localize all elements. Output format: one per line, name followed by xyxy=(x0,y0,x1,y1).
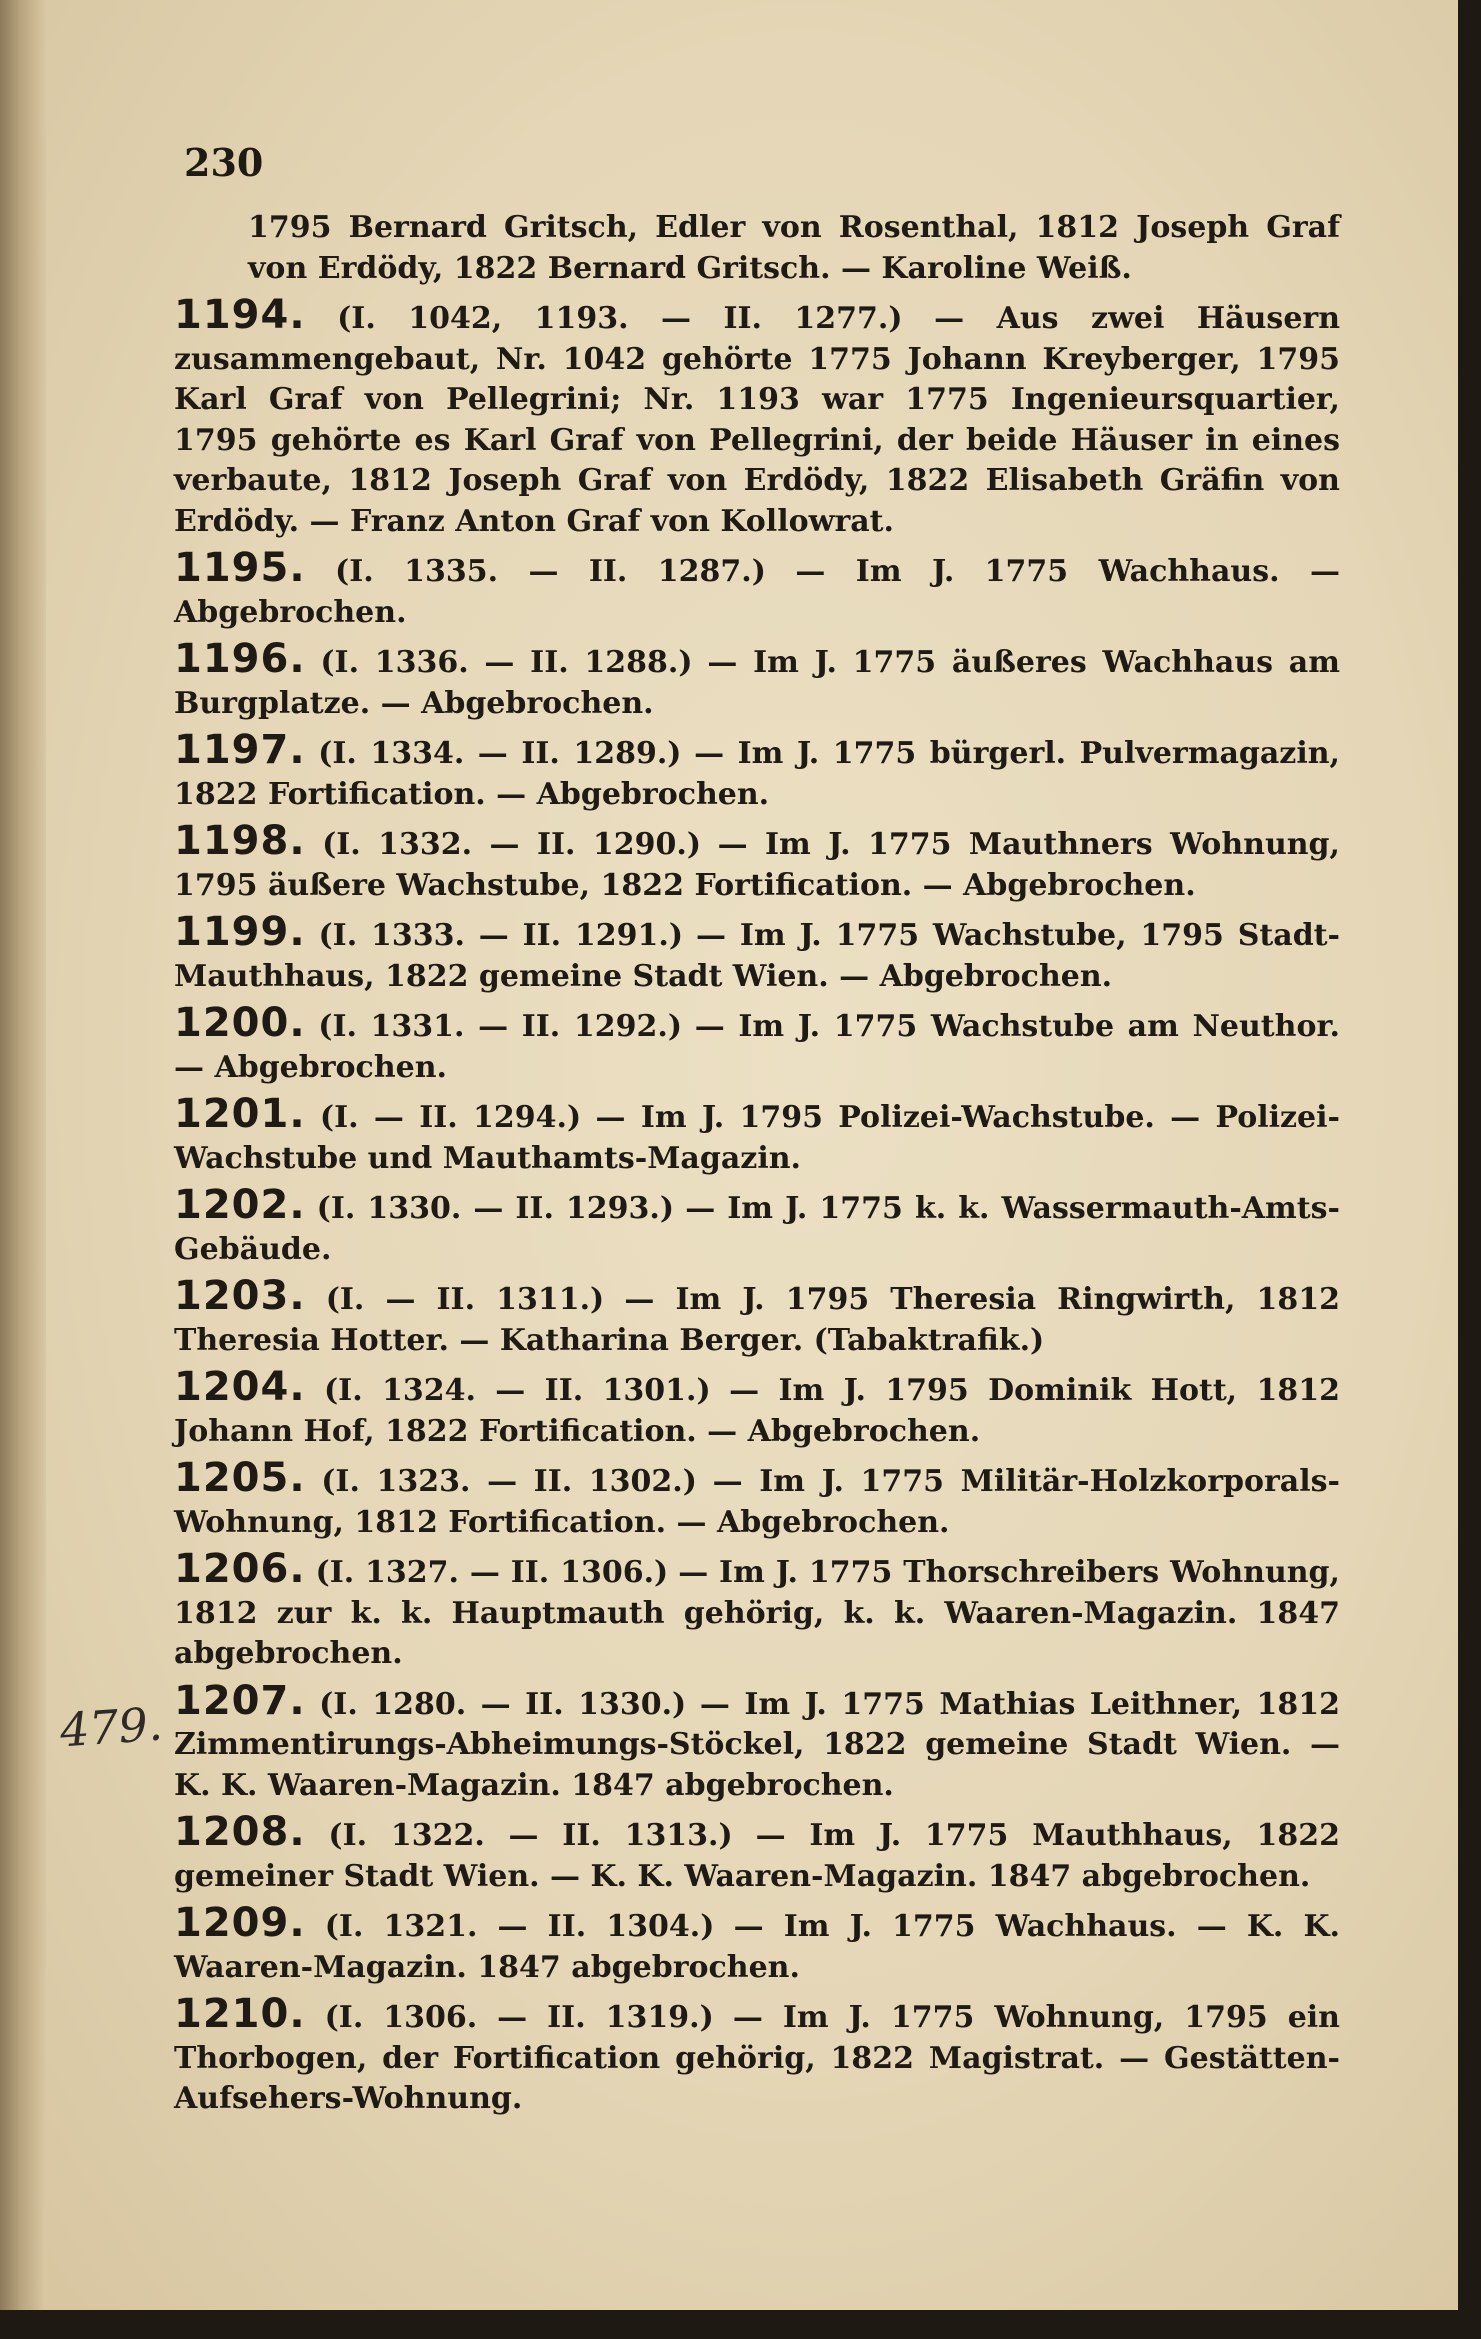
entry-continuation: 1795 Bernard Gritsch, Edler von Rosenthal, 1812 Joseph Graf von Erdödy, 1822 Bernard Gritsch. — Karoline Weiß. xyxy=(248,210,1340,286)
entry-reference: (I. 1331. — II. 1292.) xyxy=(318,1009,683,1044)
entry-text: — Im J. 1775 äußeres Wachhaus am Burgplatze. — Abgebrochen. xyxy=(174,645,1340,721)
entry-number: 1201. xyxy=(174,1091,306,1137)
entry-reference: (I. 1332. — II. 1290.) xyxy=(322,827,702,862)
entry xyxy=(174,1000,1340,1088)
entry xyxy=(174,636,1340,724)
entry-number: 1209. xyxy=(174,1900,306,1946)
page-gutter xyxy=(0,0,46,2339)
entry-text: — Im J. 1795 Theresia Ringwirth, 1812 Theresia Hotter. — Katharina Berger. (Tabaktrafik.) xyxy=(174,1282,1340,1358)
entry xyxy=(174,727,1340,815)
entry-number: 1199. xyxy=(174,909,306,955)
entry-text: — Im J. 1775 Mathias Leithner, 1812 Zimmentirungs-Abheimungs-Stöckel, 1822 gemeine Stadt Wien. — K. K. Waaren-Magazin. 1847 abgebrochen. xyxy=(174,1686,1341,1803)
entry-reference: (I. 1330. — II. 1293.) xyxy=(316,1191,675,1226)
entry-reference: (I. 1321. — II. 1304.) xyxy=(324,1909,715,1944)
entry xyxy=(174,1809,1340,1897)
entry-reference: (I. 1323. — II. 1302.) xyxy=(321,1464,697,1499)
entry-text: — Im J. 1795 Polizei-Wachstube. — Polizei-Wachstube und Mauthamts-Magazin. xyxy=(174,1100,1340,1176)
page-number: 230 xyxy=(184,140,264,185)
entry-reference: (I. 1322. — II. 1313.) xyxy=(328,1818,733,1853)
entry-reference: (I. 1042, 1193. — II. 1277.) xyxy=(337,301,903,336)
entry-text: — Im J. 1775 Wachhaus. — Abgebrochen. xyxy=(174,554,1340,630)
entry-number: 1204. xyxy=(174,1364,306,1410)
entry-reference: (I. 1324. — II. 1301.) xyxy=(323,1373,711,1408)
entry-reference: (I. 1336. — II. 1288.) xyxy=(320,645,693,680)
handwritten-note: 479. xyxy=(58,1696,165,1758)
entry xyxy=(174,1182,1340,1270)
entry xyxy=(174,909,1340,997)
page-edge xyxy=(1458,0,1481,2339)
entry-number: 1202. xyxy=(174,1182,306,1228)
entry-number: 1198. xyxy=(174,818,306,864)
entry-number: 1205. xyxy=(174,1455,306,1501)
entry-list xyxy=(174,292,1341,2120)
entry-reference: (I. 1327. — II. 1306.) xyxy=(315,1555,669,1590)
entry-number: 1195. xyxy=(174,545,306,591)
entry-reference: (I. — II. 1294.) xyxy=(319,1100,582,1135)
entry-number: 1210. xyxy=(174,1991,306,2037)
entry-reference: (I. 1333. — II. 1291.) xyxy=(318,918,684,953)
entry xyxy=(174,1677,1341,1807)
entry-number: 1194. xyxy=(174,292,306,338)
entry-text: — Im J. 1775 bürgerl. Pulvermagazin, 1822 Fortification. — Abgebrochen. xyxy=(174,736,1340,812)
entry-number: 1206. xyxy=(174,1546,306,1592)
entry-text: — Im J. 1775 Thorschreibers Wohnung, 1812 zur k. k. Hauptmauth gehörig, k. k. Waaren-Magazin. 1847 abgebrochen. xyxy=(174,1555,1340,1671)
entry-number: 1208. xyxy=(174,1809,306,1855)
entry-text: — Im J. 1775 Militär-Holzkorporals-Wohnung, 1812 Fortification. — Abgebrochen. xyxy=(174,1464,1340,1540)
entry-number: 1203. xyxy=(174,1273,306,1319)
entry-number: 1196. xyxy=(174,636,306,682)
entry xyxy=(174,545,1340,633)
entry-text: — Im J. 1775 Wachstube am Neuthor. — Abgebrochen. xyxy=(174,1009,1340,1085)
entry xyxy=(174,1273,1340,1361)
entry-text: — Im J. 1775 k. k. Wassermauth-Amts-Gebäude. xyxy=(174,1191,1340,1267)
entry xyxy=(174,1364,1340,1452)
entry-number: 1200. xyxy=(174,1000,306,1046)
entry-text: — Im J. 1795 Dominik Hott, 1812 Johann Hof, 1822 Fortification. — Abgebrochen. xyxy=(174,1373,1340,1449)
entry-reference: (I. 1334. — II. 1289.) xyxy=(318,736,682,771)
entry xyxy=(174,1991,1340,2120)
entry xyxy=(174,1546,1340,1675)
entry-text: — Im J. 1775 Wohnung, 1795 ein Thorbogen, der Fortification gehörig, 1822 Magistrat. — Gestätten-Aufsehers-Wohnung. xyxy=(174,2000,1340,2116)
entry xyxy=(174,1455,1340,1543)
entry-reference: (I. — II. 1311.) xyxy=(325,1282,605,1317)
entry xyxy=(174,292,1341,542)
entry-text: — Aus zwei Häusern zusammengebaut, Nr. 1042 gehörte 1775 Johann Kreyberger, 1795 Karl Graf von Pellegrini; Nr. 1193 war 1775 Ingenieursquartier, 1795 gehörte es Karl Graf von Pellegrini, der beide Häuser in eines verbaute, 1812 Joseph Graf von Erdödy, 1822 Elisabeth Gräfin von Erdödy. — Franz Anton Graf von Kollowrat. xyxy=(174,301,1341,539)
entry xyxy=(174,1900,1340,1988)
entry xyxy=(174,1091,1340,1179)
entry-reference: (I. 1335. — II. 1287.) xyxy=(335,554,766,589)
entry-text: — Im J. 1775 Wachhaus. — K. K. Waaren-Magazin. 1847 abgebrochen. xyxy=(174,1909,1340,1985)
entry-number: 1207. xyxy=(174,1677,306,1724)
entry-reference: (I. 1280. — II. 1330.) xyxy=(319,1686,687,1722)
entry-text: — Im J. 1775 Mauthners Wohnung, 1795 äußere Wachstube, 1822 Fortification. — Abgebrochen. xyxy=(174,827,1340,903)
entry-reference: (I. 1306. — II. 1319.) xyxy=(324,2000,714,2035)
entry-number: 1197. xyxy=(174,727,306,773)
entry-text: — Im J. 1775 Wachstube, 1795 Stadt-Mauthhaus, 1822 gemeine Stadt Wien. — Abgebrochen. xyxy=(174,918,1340,994)
entry xyxy=(174,818,1340,906)
entry-text: — Im J. 1775 Mauthhaus, 1822 gemeiner Stadt Wien. — K. K. Waaren-Magazin. 1847 abgebrochen. xyxy=(174,1818,1340,1894)
bottom-border xyxy=(0,2310,1481,2339)
page-text xyxy=(174,208,1340,2126)
